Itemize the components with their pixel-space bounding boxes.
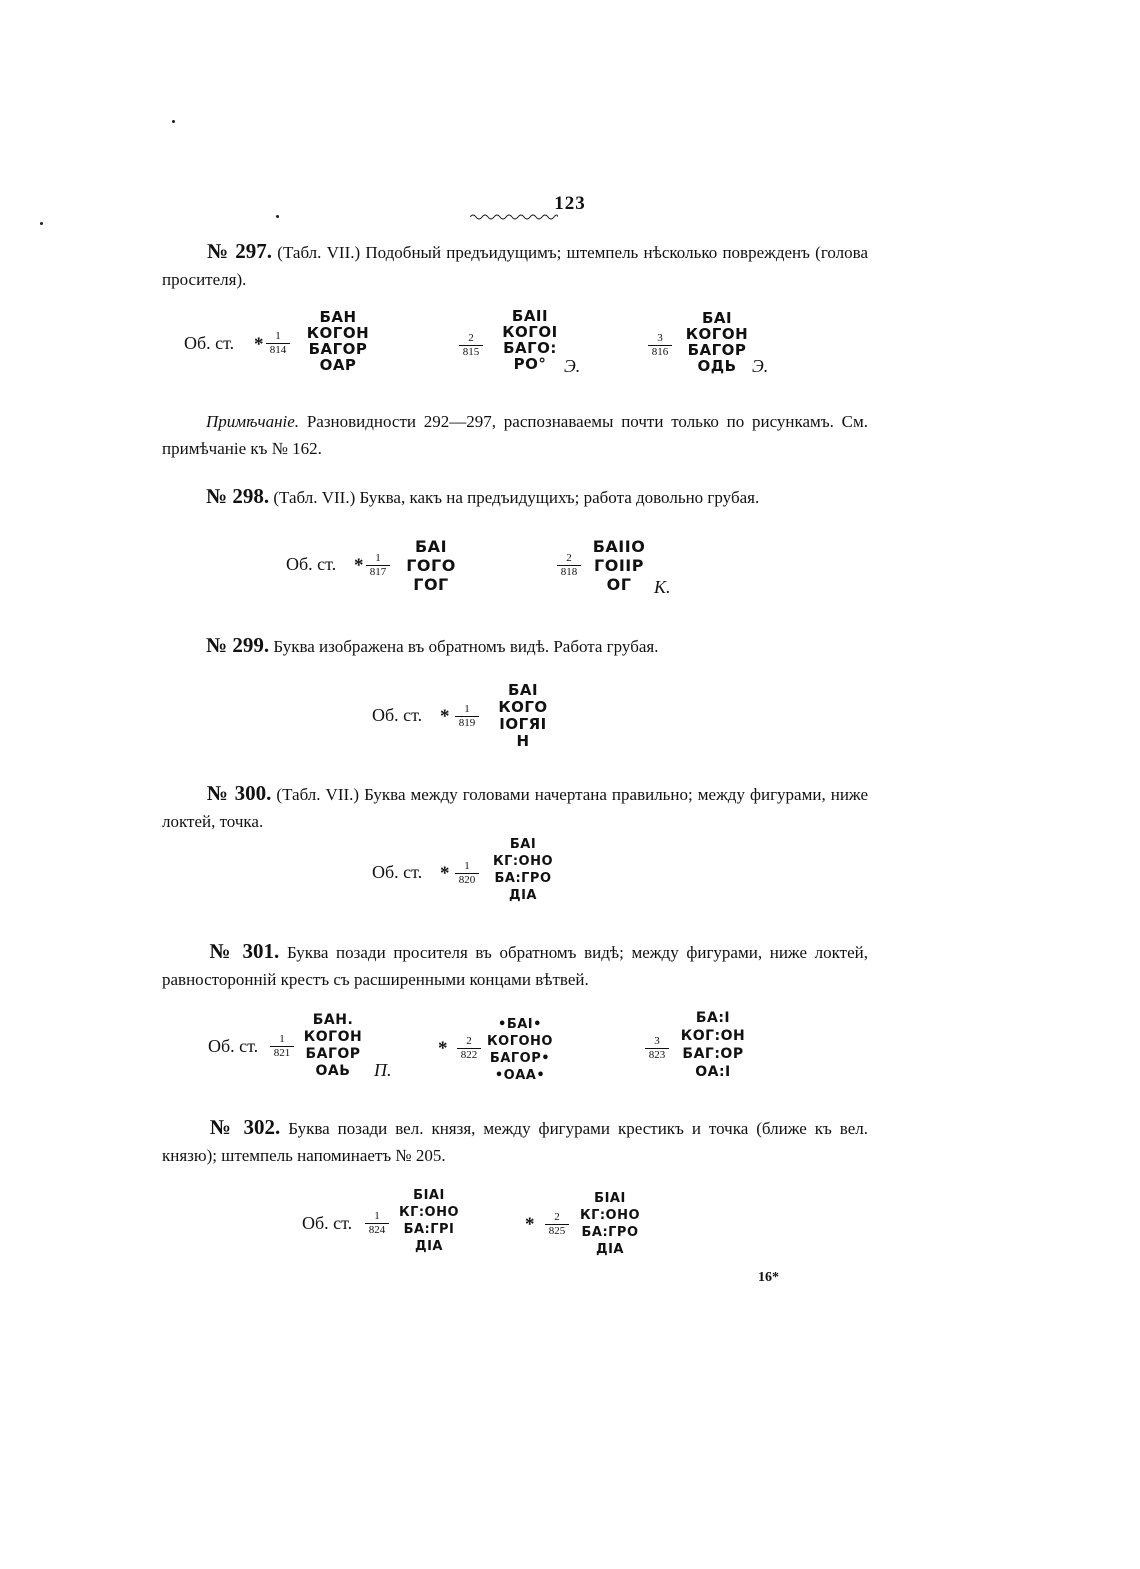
coin-mark: К. xyxy=(654,577,671,597)
fraction-top: 2 xyxy=(457,1036,481,1049)
legend-line: КОГОН xyxy=(303,1029,363,1045)
coin-fraction-814 xyxy=(266,331,290,356)
entry-number: № 297. xyxy=(206,239,273,263)
star-mark: * xyxy=(440,706,450,727)
coin-fraction-823 xyxy=(645,1036,669,1061)
legend-line: ГОІІР xyxy=(594,556,644,575)
coin-fraction-819 xyxy=(455,704,479,729)
coin-legend-824 xyxy=(396,1187,462,1255)
star-mark: * xyxy=(254,334,264,355)
legend-line: БАІ xyxy=(509,837,537,852)
star-mark: * xyxy=(525,1214,535,1235)
entry-302-text xyxy=(162,1114,868,1169)
legend-line: ДІА xyxy=(415,1239,443,1254)
fraction-top: 1 xyxy=(266,331,290,344)
fraction-bottom: 824 xyxy=(368,1224,386,1236)
legend-line: БАГО: xyxy=(503,339,557,357)
legend-line: БАГ:ОР xyxy=(682,1046,744,1062)
coin-fraction-816 xyxy=(648,333,672,358)
scan-speck xyxy=(276,215,279,218)
fraction-top: 3 xyxy=(645,1036,669,1049)
star-mark: * xyxy=(438,1038,448,1059)
entry-298-text xyxy=(162,483,868,511)
fraction-top: 2 xyxy=(545,1212,569,1225)
legend-line: БАІІО xyxy=(592,537,646,556)
fraction-top: 2 xyxy=(459,333,483,346)
obverse-label: Об. ст. xyxy=(372,705,423,725)
entry-description: (Табл. VII.) Буква, какъ на предъидущихъ; работа довольно грубая. xyxy=(269,488,760,507)
note-body: Разновидности 292—297, распознаваемы почти только по рисункамъ. См. примѣчаніе къ № 162. xyxy=(162,412,868,458)
legend-line: Н xyxy=(516,732,530,750)
fraction-top: 1 xyxy=(455,861,479,874)
legend-line: БАН xyxy=(319,308,357,326)
coin-legend-821 xyxy=(300,1012,366,1080)
fraction-bottom: 825 xyxy=(548,1225,566,1237)
coin-mark: П. xyxy=(374,1060,392,1080)
coin-fraction-824 xyxy=(365,1211,389,1236)
legend-line: БАГОР xyxy=(305,1046,361,1062)
legend-line: БА:ГРО xyxy=(581,1225,639,1240)
fraction-top: 3 xyxy=(648,333,672,346)
legend-line: ДІА xyxy=(596,1242,624,1257)
legend-line: ОДЬ xyxy=(697,357,737,375)
coin-legend-816 xyxy=(680,310,754,374)
coin-fraction-817 xyxy=(366,553,390,578)
entry-number: № 301. xyxy=(206,939,280,963)
legend-line: КОГОНО xyxy=(487,1034,553,1049)
legend-line: ІОГЯІ xyxy=(499,715,547,733)
fraction-top: 1 xyxy=(365,1211,389,1224)
entry-number: № 299. xyxy=(206,633,270,657)
entry-number: № 298. xyxy=(206,484,270,508)
fraction-top: 2 xyxy=(557,553,581,566)
scan-speck xyxy=(40,222,43,225)
legend-line: БА:ГРІ xyxy=(403,1222,455,1237)
star-mark: * xyxy=(440,863,450,884)
fraction-top: 1 xyxy=(366,553,390,566)
legend-line: БІАІ xyxy=(413,1188,445,1203)
fraction-bottom: 819 xyxy=(458,717,476,729)
obverse-label: Об. ст. xyxy=(302,1213,353,1233)
obverse-label: Об. ст. xyxy=(286,554,337,574)
fraction-bottom: 822 xyxy=(460,1049,478,1061)
entry-description: Буква изображена въ обратномъ видѣ. Работа грубая. xyxy=(269,637,659,656)
coin-fraction-820 xyxy=(455,861,479,886)
legend-line: ОА:І xyxy=(695,1064,731,1080)
coin-legend-814 xyxy=(298,309,378,373)
fraction-bottom: 820 xyxy=(458,874,476,886)
legend-line: •ОАА• xyxy=(494,1068,546,1083)
legend-line: КОГОН xyxy=(306,324,370,342)
entry-description: (Табл. VII.) Подобный предъидущимъ; штемпель нѣсколько поврежденъ (голова просителя). xyxy=(162,243,868,289)
entry-description: (Табл. VII.) Буква между головами начертана правильно; между фигурами, ниже локтей, точка. xyxy=(162,785,868,831)
legend-line: БАІ xyxy=(414,537,448,556)
coin-legend-819 xyxy=(490,682,556,750)
fraction-top: 1 xyxy=(455,704,479,717)
entry-description: Буква позади вел. князя, между фигурами крестикъ и точка (ближе къ вел. князю); штемпель напоминаетъ № 205. xyxy=(162,1119,868,1165)
entry-300-text xyxy=(162,780,868,835)
ornament-wavy-rule xyxy=(470,212,558,220)
entry-number: № 302. xyxy=(206,1115,281,1139)
coin-fraction-815 xyxy=(459,333,483,358)
legend-line: БАІІ xyxy=(511,307,549,325)
legend-line: •БАІ• xyxy=(498,1017,542,1032)
coin-fraction-821 xyxy=(270,1034,294,1059)
legend-line: ГОГ xyxy=(413,575,449,594)
legend-line: КОГО xyxy=(498,698,548,716)
coin-mark: Э. xyxy=(752,356,769,376)
fraction-bottom: 821 xyxy=(273,1047,291,1059)
coin-legend-815 xyxy=(490,308,570,372)
legend-line: ГОГО xyxy=(406,556,456,575)
coin-mark: Э. xyxy=(564,356,581,376)
coin-legend-825 xyxy=(576,1190,644,1258)
coin-fraction-825 xyxy=(545,1212,569,1237)
obverse-label: Об. ст. xyxy=(372,862,423,882)
legend-line: КГ:ОНО xyxy=(579,1208,641,1223)
legend-line: БА:ГРО xyxy=(494,871,552,886)
printer-signature: 16* xyxy=(758,1270,779,1285)
note-text xyxy=(162,408,868,462)
legend-line: КОГ:ОН xyxy=(680,1028,746,1044)
entry-299-text xyxy=(162,632,868,660)
obverse-label: Об. ст. xyxy=(184,333,235,353)
legend-line: БА:І xyxy=(695,1010,731,1026)
legend-line: БАІ xyxy=(507,681,539,699)
legend-line: ДІА xyxy=(509,888,537,903)
obverse-label: Об. ст. xyxy=(208,1036,259,1056)
coin-fraction-818 xyxy=(557,553,581,578)
fraction-bottom: 814 xyxy=(269,344,287,356)
fraction-bottom: 815 xyxy=(462,346,480,358)
legend-line: БІАІ xyxy=(594,1191,626,1206)
entry-297-text xyxy=(162,238,868,293)
entry-number: № 300. xyxy=(206,781,272,805)
fraction-bottom: 818 xyxy=(560,566,578,578)
legend-line: РО° xyxy=(513,355,547,373)
page-number: 123 xyxy=(554,193,586,214)
legend-line: КОГОН xyxy=(685,325,749,343)
scan-speck xyxy=(172,120,175,123)
fraction-bottom: 816 xyxy=(651,346,669,358)
legend-line: КГ:ОНО xyxy=(492,854,554,869)
legend-line: ОАР xyxy=(319,356,357,374)
legend-line: БАГОР xyxy=(687,341,747,359)
legend-line: БАН. xyxy=(312,1012,354,1028)
legend-line: БАГОР xyxy=(308,340,368,358)
note-label: Примѣчаніе. xyxy=(206,412,300,431)
coin-legend-818 xyxy=(584,537,654,594)
fraction-bottom: 823 xyxy=(648,1049,666,1061)
coin-legend-823 xyxy=(672,1009,754,1081)
legend-line: БАІ xyxy=(701,309,733,327)
legend-line: ОАЬ xyxy=(315,1063,351,1079)
legend-line: ОГ xyxy=(606,575,632,594)
legend-line: КГ:ОНО xyxy=(398,1205,460,1220)
coin-fraction-822 xyxy=(457,1036,481,1061)
legend-line: КОГОІ xyxy=(502,323,558,341)
fraction-bottom: 817 xyxy=(369,566,387,578)
legend-line: БАГОР• xyxy=(489,1051,551,1066)
coin-legend-820 xyxy=(490,836,556,904)
entry-description: Буква позади просителя въ обратномъ видѣ; между фигурами, ниже локтей, равносторонній крестъ съ расширенными концами вѣтвей. xyxy=(162,943,868,989)
star-mark: * xyxy=(354,555,364,576)
coin-legend-822 xyxy=(484,1016,556,1084)
coin-legend-817 xyxy=(400,537,462,594)
fraction-top: 1 xyxy=(270,1034,294,1047)
entry-301-text xyxy=(162,938,868,993)
